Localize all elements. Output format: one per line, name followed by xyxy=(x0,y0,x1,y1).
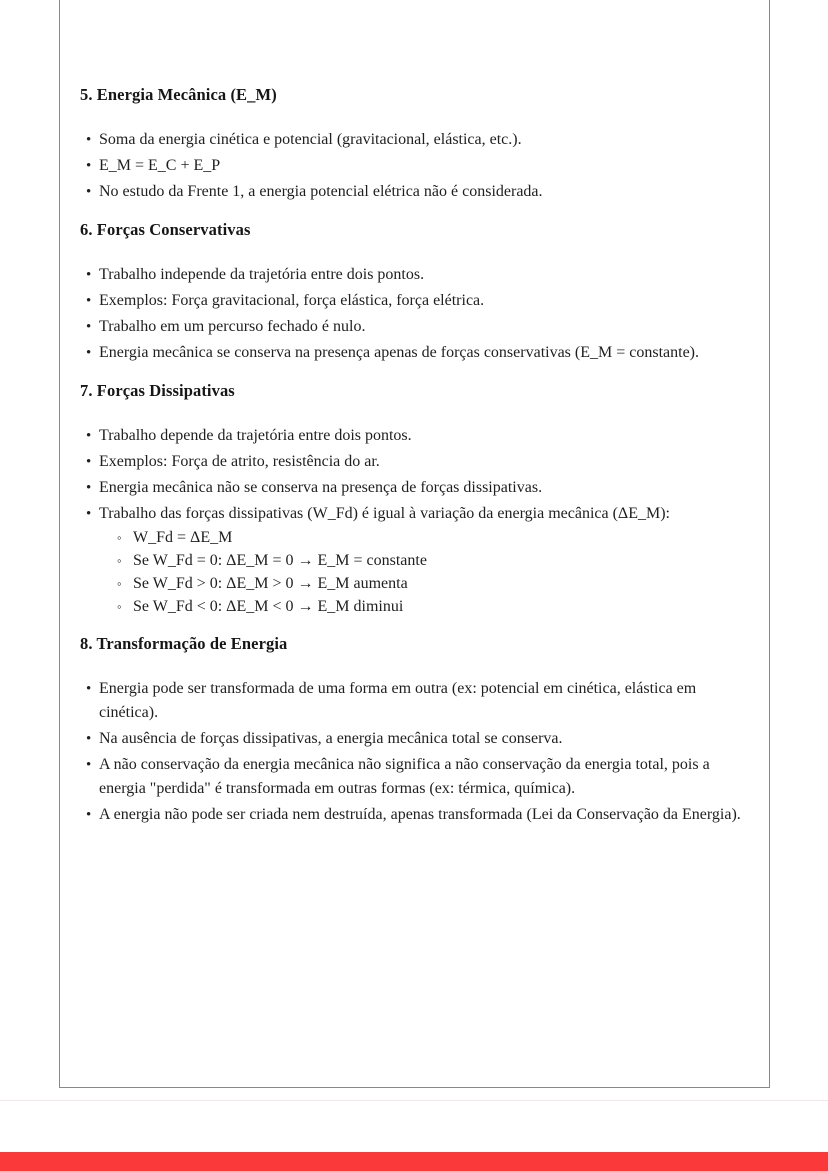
sub-list-item-text: Se W_Fd = 0: ΔE_M = 0 → E_M = constante xyxy=(133,552,427,569)
circle-bullet-icon: ◦ xyxy=(117,553,122,568)
list-item-text: Trabalho independe da trajetória entre dois pontos. xyxy=(99,266,425,283)
bullet-icon: • xyxy=(86,480,92,496)
bullet-icon: • xyxy=(86,319,92,335)
bullet-icon: • xyxy=(86,184,92,200)
bullet-icon: • xyxy=(86,681,92,697)
bullet-icon: • xyxy=(86,345,92,361)
list-item xyxy=(86,424,747,448)
list-item-text: Energia pode ser transformada de uma forma em outra (ex: potencial em cinética, elástica em cinética). xyxy=(99,680,697,721)
list-item-text: Exemplos: Força de atrito, resistência do ar. xyxy=(99,453,380,470)
list-item-text: A não conservação da energia mecânica não significa a não conservação da energia total, pois a energia "perdida" é transformada em outras formas (ex: térmica, química). xyxy=(99,756,710,797)
sub-list-item-text: W_Fd = ΔE_M xyxy=(133,529,233,546)
bullet-icon: • xyxy=(86,293,92,309)
bullet-icon: • xyxy=(86,757,92,773)
list-item-text: No estudo da Frente 1, a energia potencial elétrica não é considerada. xyxy=(99,183,543,200)
bullet-icon: • xyxy=(86,428,92,444)
circle-bullet-icon: ◦ xyxy=(117,599,122,614)
list-item-text: A energia não pode ser criada nem destruída, apenas transformada (Lei da Conservação da Energia). xyxy=(99,806,741,823)
bullet-icon: • xyxy=(86,132,92,148)
list-item-text: Exemplos: Força gravitacional, força elástica, força elétrica. xyxy=(99,292,485,309)
sub-list-item xyxy=(117,572,747,595)
bullet-list xyxy=(80,128,747,204)
list-item xyxy=(86,502,747,618)
list-item xyxy=(86,263,747,287)
bullet-list xyxy=(80,677,747,827)
list-item xyxy=(86,289,747,313)
page-separator xyxy=(0,1100,828,1101)
section-forcas-dissipativas xyxy=(80,380,747,618)
bullet-icon: • xyxy=(86,267,92,283)
list-item-text: Trabalho depende da trajetória entre dois pontos. xyxy=(99,427,412,444)
bullet-icon: • xyxy=(86,807,92,823)
list-item-text: Trabalho das forças dissipativas (W_Fd) é igual à variação da energia mecânica (ΔE_M): xyxy=(99,505,670,522)
sub-list-item xyxy=(117,595,747,618)
sub-list-item xyxy=(117,526,747,549)
list-item-text: Energia mecânica não se conserva na presença de forças dissipativas. xyxy=(99,479,543,496)
circle-bullet-icon: ◦ xyxy=(117,530,122,545)
list-item-text: E_M = E_C + E_P xyxy=(99,157,221,174)
sub-list-item xyxy=(117,549,747,572)
section-heading: 5. Energia Mecânica (E_M) xyxy=(80,85,277,104)
list-item xyxy=(86,154,747,178)
list-item xyxy=(86,476,747,500)
list-item xyxy=(86,753,747,801)
list-item-text: Trabalho em um percurso fechado é nulo. xyxy=(99,318,366,335)
list-item xyxy=(86,727,747,751)
footer-bar xyxy=(0,1152,828,1171)
list-item-text: Soma da energia cinética e potencial (gravitacional, elástica, etc.). xyxy=(99,131,522,148)
bullet-icon: • xyxy=(86,158,92,174)
section-energia-mecanica xyxy=(80,84,747,204)
sub-bullet-list xyxy=(99,526,747,618)
sub-list-item-text: Se W_Fd < 0: ΔE_M < 0 → E_M diminui xyxy=(133,598,404,615)
section-forcas-conservativas xyxy=(80,219,747,365)
list-item-text: Energia mecânica se conserva na presença apenas de forças conservativas (E_M = constante). xyxy=(99,344,700,361)
bullet-list xyxy=(80,424,747,618)
list-item xyxy=(86,341,747,365)
list-item xyxy=(86,315,747,339)
circle-bullet-icon: ◦ xyxy=(117,576,122,591)
bullet-list xyxy=(80,263,747,365)
section-heading: 8. Transformação de Energia xyxy=(80,634,288,653)
list-item xyxy=(86,677,747,725)
list-item xyxy=(86,803,747,827)
section-transformacao-de-energia xyxy=(80,633,747,827)
page-content xyxy=(60,0,769,827)
list-item xyxy=(86,450,747,474)
document-page xyxy=(59,0,770,1088)
list-item xyxy=(86,180,747,204)
bullet-icon: • xyxy=(86,454,92,470)
list-item-text: Na ausência de forças dissipativas, a energia mecânica total se conserva. xyxy=(99,730,563,747)
section-heading: 7. Forças Dissipativas xyxy=(80,381,235,400)
section-heading: 6. Forças Conservativas xyxy=(80,220,251,239)
bullet-icon: • xyxy=(86,506,92,522)
sub-list-item-text: Se W_Fd > 0: ΔE_M > 0 → E_M aumenta xyxy=(133,575,408,592)
list-item xyxy=(86,128,747,152)
bullet-icon: • xyxy=(86,731,92,747)
